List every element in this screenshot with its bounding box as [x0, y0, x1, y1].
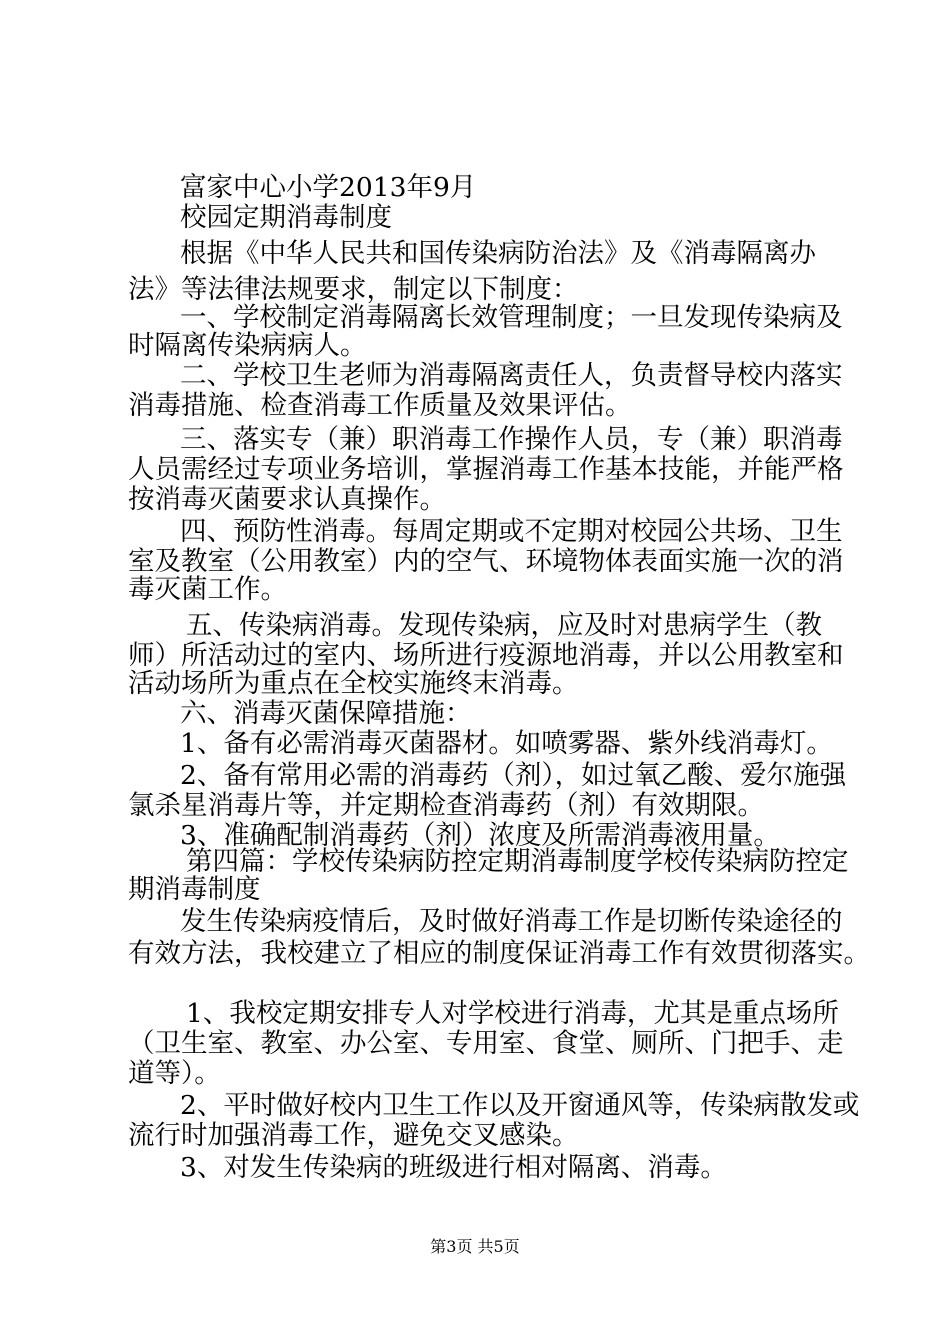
- line-item2-1: 二、学校卫生老师为消毒隔离责任人，负责督导校内落实: [180, 360, 843, 391]
- line-item4-1: 四、预防性消毒。每周定期或不定期对校园公共场、卫生: [180, 516, 843, 547]
- line-item6-point2-2: 氯杀星消毒片等，并定期检查消毒药（剂）有效期限。: [128, 790, 764, 821]
- line-item6-heading: 六、消毒灭菌保障措施：: [180, 698, 472, 729]
- line-part4-title-2: 期消毒制度: [128, 874, 261, 905]
- line-part4-item1-3: 道等）。: [128, 1058, 221, 1089]
- line-item3-3: 按消毒灭菌要求认真操作。: [128, 484, 446, 515]
- line-section-title: 校园定期消毒制度: [180, 202, 392, 233]
- line-item2-2: 消毒措施、检查消毒工作质量及效果评估。: [128, 390, 632, 421]
- line-item3-2: 人员需经过专项业务培训，掌握消毒工作基本技能，并能严格: [128, 454, 844, 485]
- line-item6-point3: 3、准确配制消毒药（剂）浓度及所需消毒液用量。: [180, 820, 780, 851]
- line-item3-1: 三、落实专（兼）职消毒工作操作人员，专（兼）职消毒: [180, 424, 843, 455]
- line-part4-intro-1: 发生传染病疫情后，及时做好消毒工作是切断传染途径的: [180, 906, 843, 937]
- line-school-date: 富家中心小学2013年9月: [180, 172, 477, 203]
- line-intro-1: 根据《中华人民共和国传染病防治法》及《消毒隔离办: [180, 238, 816, 269]
- line-item4-2: 室及教室（公用教室）内的空气、环境物体表面实施一次的消: [128, 546, 844, 577]
- line-item6-point1: 1、备有必需消毒灭菌器材。如喷雾器、紫外线消毒灯。: [180, 728, 833, 759]
- line-part4-item1-2: （卫生室、教室、办公室、专用室、食堂、厕所、门把手、走: [128, 1028, 844, 1059]
- line-part4-item2-2: 流行时加强消毒工作，避免交叉感染。: [128, 1120, 579, 1151]
- line-item1-1: 一、学校制定消毒隔离长效管理制度；一旦发现传染病及: [180, 302, 843, 333]
- line-part4-item2-1: 2、平时做好校内卫生工作以及开窗通风等，传染病散发或: [180, 1090, 860, 1121]
- line-item1-2: 时隔离传染病病人。: [128, 330, 367, 361]
- line-part4-intro-2: 有效方法，我校建立了相应的制度保证消毒工作有效贯彻落实。: [128, 938, 870, 969]
- line-part4-title-1: 第四篇：学校传染病防控定期消毒制度学校传染病防控定: [186, 846, 849, 877]
- line-item5-2: 师）所活动过的室内、场所进行疫源地消毒，并以公用教室和: [128, 640, 844, 671]
- line-item4-3: 毒灭菌工作。: [128, 574, 287, 605]
- line-item5-1: 五、传染病消毒。发现传染病，应及时对患病学生（教: [186, 610, 822, 641]
- line-item6-point2-1: 2、备有常用必需的消毒药（剂），如过氧乙酸、爱尔施强: [180, 760, 847, 791]
- line-part4-item3: 3、对发生传染病的班级进行相对隔离、消毒。: [180, 1152, 727, 1183]
- page-footer: 第3页 共5页: [430, 1237, 520, 1256]
- line-part4-item1-1: 1、我校定期安排专人对学校进行消毒，尤其是重点场所: [186, 998, 839, 1029]
- line-item5-3: 活动场所为重点在全校实施终末消毒。: [128, 668, 579, 699]
- line-intro-2: 法》等法律法规要求，制定以下制度：: [128, 274, 579, 305]
